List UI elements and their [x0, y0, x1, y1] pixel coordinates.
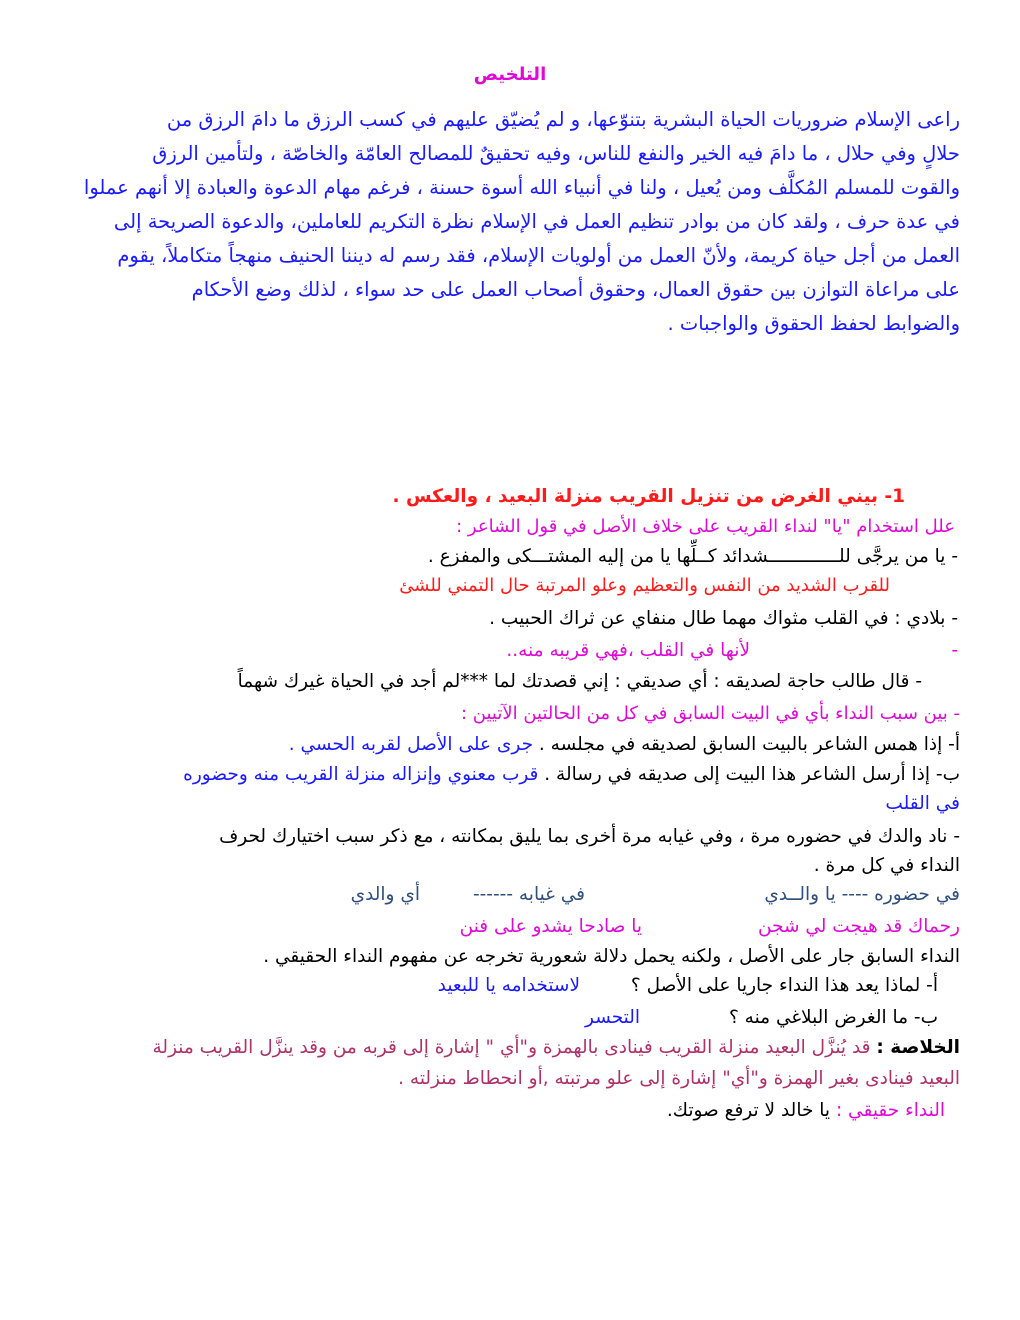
question-2b-answer: قرب معنوي وإنزاله منزلة القريب منه وحضوره: [183, 764, 539, 785]
answer-2-dash: -: [951, 640, 958, 661]
exercise-heading: 1- بيني الغرض من تنزيل القريب منزلة البعيد ، والعكس .: [392, 486, 905, 507]
summary-line-4: في عدة حرف ، ولقد كان من بوادر تنظيم العمل في الإسلام نظرة التكريم للعاملين، والدعوة الصريحة إلى: [113, 210, 960, 233]
verse-2: - بلادي : في القلب مثواك مهما طال منفاي عن ثراك الحبيب .: [489, 608, 958, 629]
question-4b: ب- ما الغرض البلاغي منه ؟: [728, 1007, 938, 1028]
summary-line-3: والقوت للمسلم المُكلَّف ومن يُعيل ، ولنا في أنبياء الله أسوة حسنة ، فرغم مهام الدعوة والعبادة إلا أنهم عملوا: [83, 176, 960, 199]
poem-part-1: رحماك قد هيجت لي شجن: [757, 916, 960, 937]
answer-2: لأنها في القلب ،فهي قريبه منه..: [506, 640, 750, 661]
conclusion-label: الخلاصة :: [876, 1037, 960, 1058]
question-4a: أ- لماذا يعد هذا النداء جاريا على الأصل ؟: [630, 975, 938, 996]
answer-3-absence: في غيابه ------: [472, 884, 585, 905]
verse-1: - يا من يرجَّى للـــــــــــــشدائد كــلِّها يا من إليه المشتـــكى والمفزع .: [427, 546, 958, 567]
question-3-line-2: النداء في كل مرة .: [813, 855, 960, 876]
answer-3-presence: في حضوره ---- يا والــدي: [764, 884, 960, 905]
question-2b: [60, 760, 960, 790]
conclusion-text-1: قد يُنزَّل البعيد منزلة القريب فينادى بالهمزة و"أي " إشارة إلى قربه من وقد ينزَّل القريب منزلة: [152, 1037, 877, 1058]
question-4a-answer: لاستخدامه يا للبعيد: [437, 975, 580, 996]
answer-3-absence-value: أي والدي: [350, 884, 420, 905]
question-2: - بين سبب النداء بأي في البيت السابق في كل من الحالتين الآتيين :: [461, 703, 960, 724]
real-call-example: يا خالد لا ترفع صوتك.: [666, 1100, 836, 1121]
real-call-label: النداء حقيقي :: [835, 1100, 945, 1121]
summary-line-5: العمل من أجل حياة كريمة، ولأنّ العمل من أولويات الإسلام، فقد رسم له ديننا الحنيف منهجاً متكاملاً، يقوم: [117, 244, 960, 267]
question-4: النداء السابق جار على الأصل ، ولكنه يحمل دلالة شعورية تخرجه عن مفهوم النداء الحقيقي .: [263, 946, 960, 967]
question-2b-text: ب- إذا أرسل الشاعر هذا البيت إلى صديقه في رسالة .: [544, 764, 960, 785]
conclusion-line-1: [60, 1033, 960, 1063]
summary-line-6: على مراعاة التوازن بين حقوق العمال، وحقوق أصحاب العمل على حد سواء ، لذلك وضع الأحكام: [191, 278, 960, 301]
question-2a-text: أ- إذا همس الشاعر بالبيت السابق لصديقه في مجلسه .: [538, 734, 960, 755]
verse-3: - قال طالب حاجة لصديقه : أي صديقي : إني قصدتك لما ***لم أجد في الحياة غيرك شهماً: [237, 671, 922, 692]
summary-line-1: راعى الإسلام ضروريات الحياة البشرية بتنوّعها، و لم يُضيّق عليهم في كسب الرزق ما دامَ الرزق من: [166, 108, 960, 131]
summary-title: التلخيص: [473, 64, 547, 85]
real-call-line: [60, 1096, 945, 1126]
question-4b-answer: التحسر: [584, 1007, 640, 1028]
question-2b-answer-cont: في القلب: [885, 793, 960, 814]
question-2a-answer: جرى على الأصل لقربه الحسي .: [288, 734, 534, 755]
question-1: علل استخدام "يا" لنداء القريب على خلاف الأصل في قول الشاعر :: [456, 516, 955, 537]
question-3-line-1: - ناد والدك في حضوره مرة ، وفي غيابه مرة أخرى بما يليق بمكانته ، مع ذكر سبب اختيارك لحرف: [219, 826, 960, 847]
conclusion-line-2: البعيد فينادى بغير الهمزة و"أي" إشارة إلى علو مرتبته ,أو انحطاط منزلته .: [398, 1068, 960, 1089]
question-2a: [60, 730, 960, 760]
summary-line-7: والضوابط لحفظ الحقوق والواجبات .: [667, 312, 960, 335]
summary-line-2: حلالٍ وفي حلال ، ما دامَ فيه الخير والنفع للناس، وفيه تحقيقٌ للمصالح العامّة والخاصّة ، ولتأمين الرزق: [152, 142, 960, 165]
poem-part-2: يا صادحا يشدو على فنن: [459, 916, 642, 937]
answer-1: للقرب الشديد من النفس والتعظيم وعلو المرتبة حال التمني للشئ: [399, 575, 890, 596]
